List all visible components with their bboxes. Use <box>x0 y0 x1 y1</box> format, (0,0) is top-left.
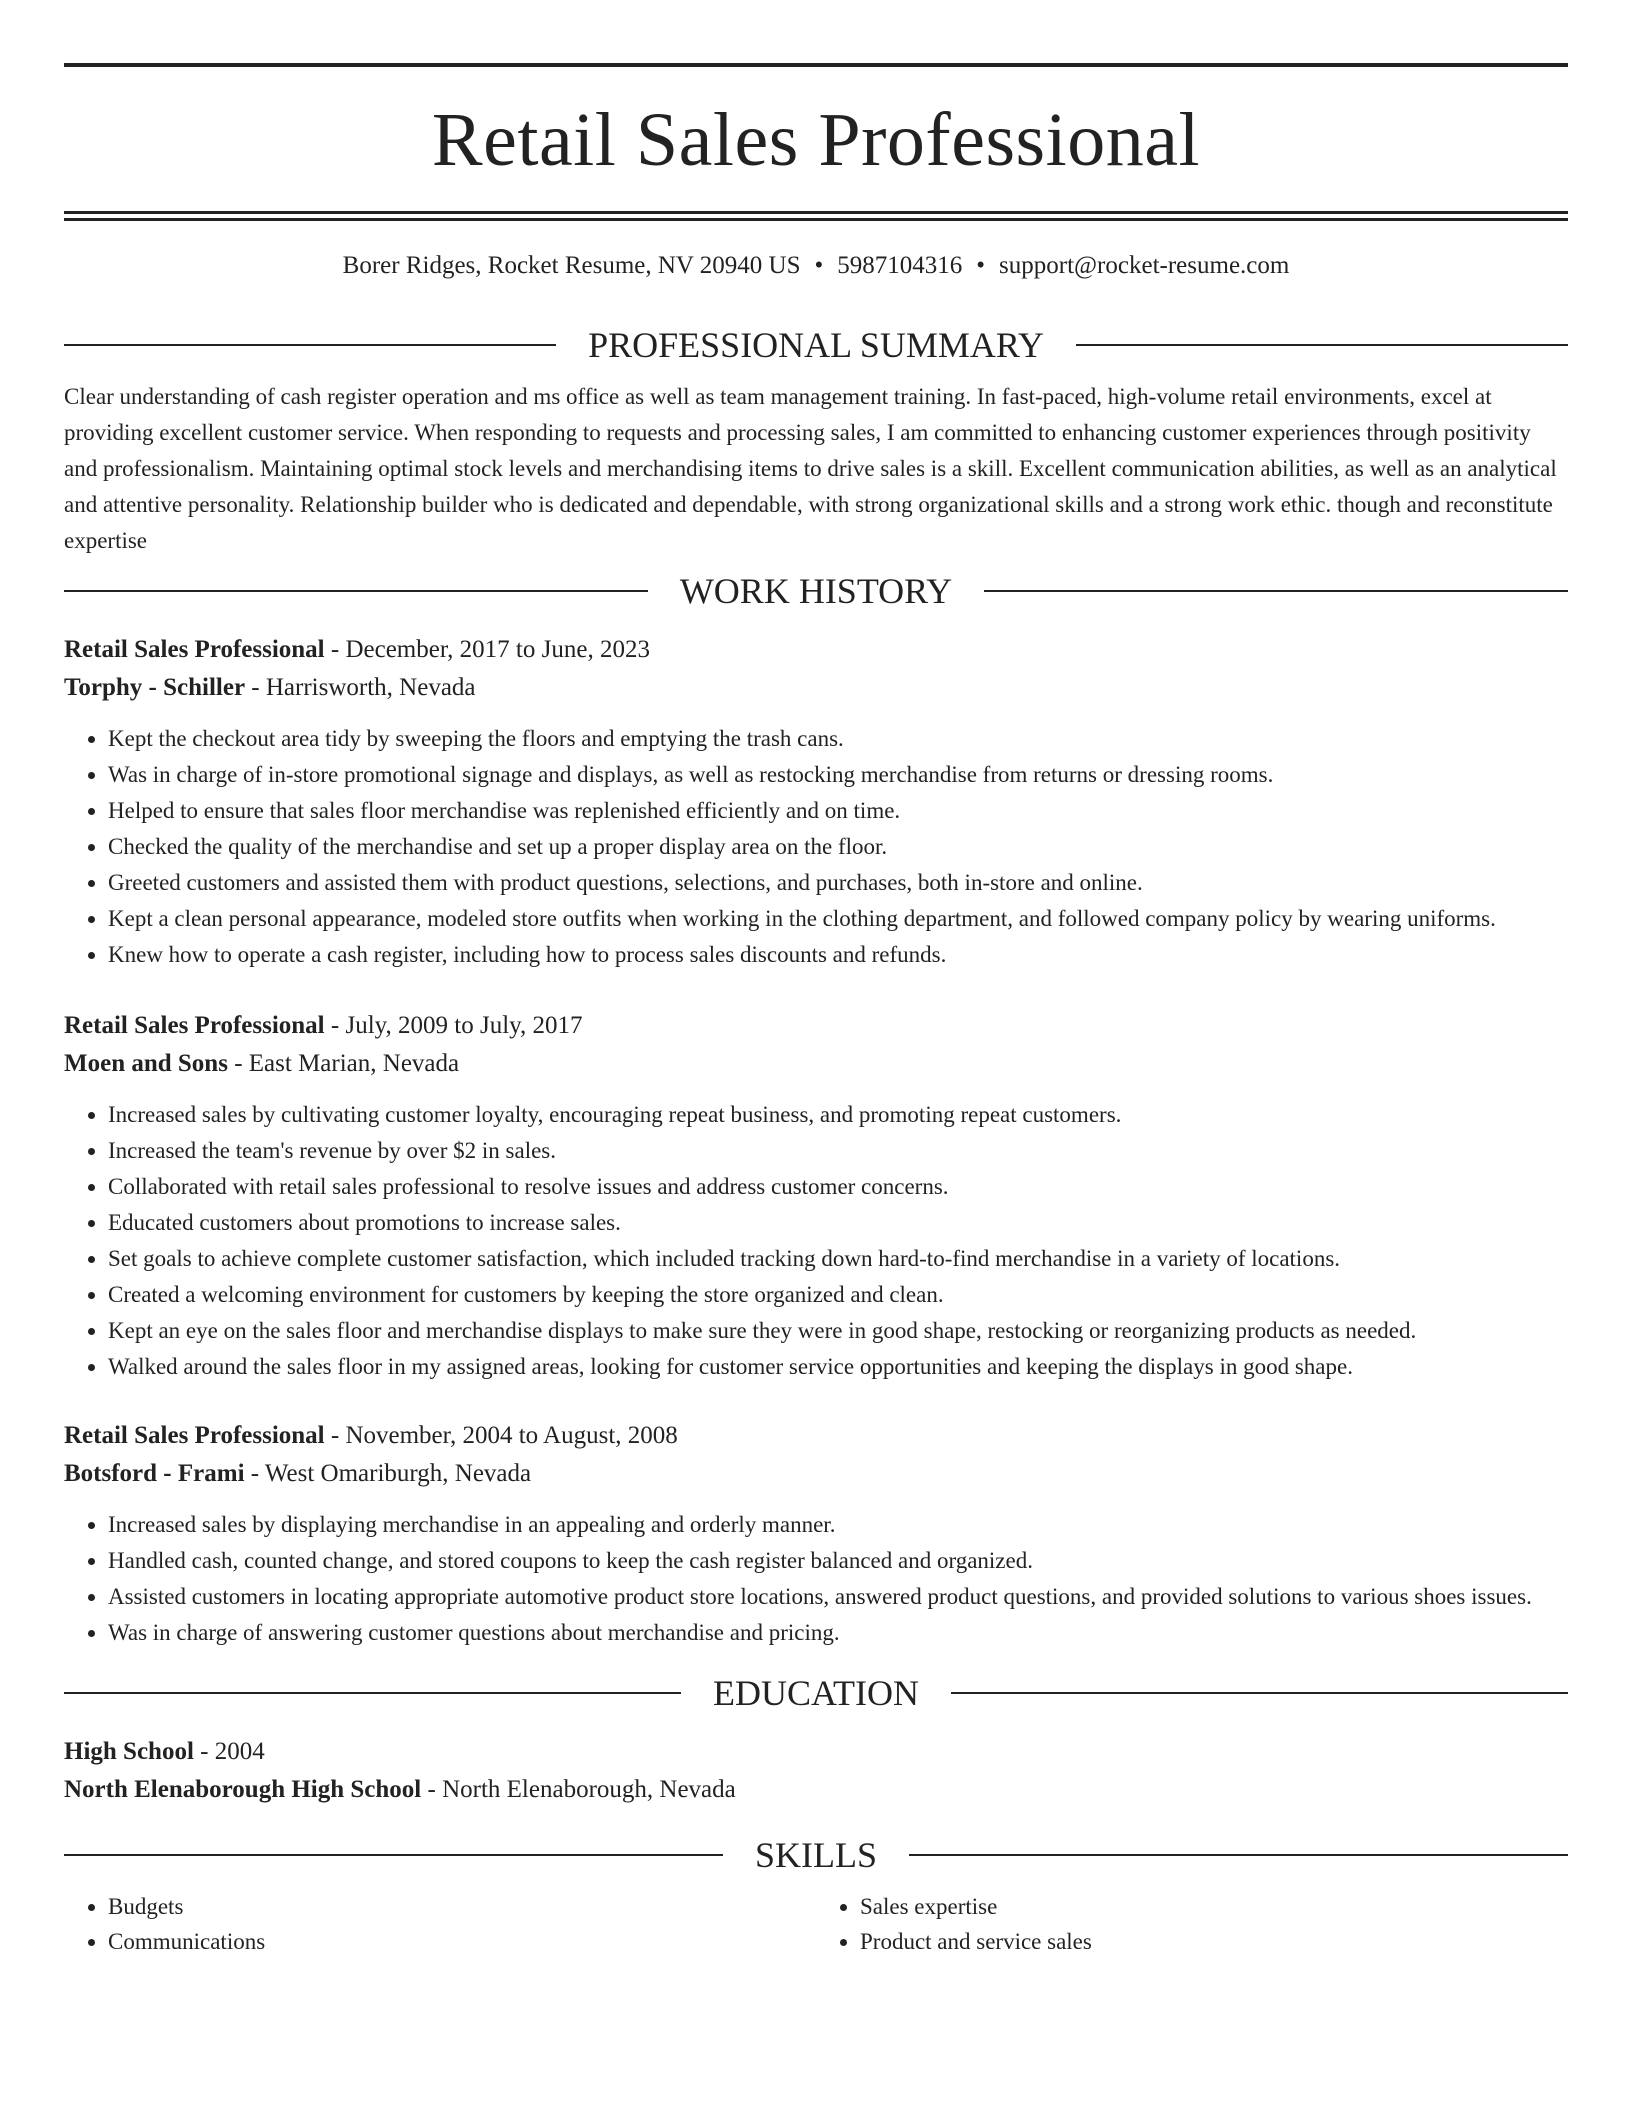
list-item: • Educated customers about promotions to increase sales. <box>108 1205 1568 1241</box>
education-school: North Elenaborough High School <box>64 1776 422 1803</box>
section-title: WORK HISTORY <box>679 571 953 611</box>
list-item: • Greeted customers and assisted them with product questions, selections, and purchases, both in-store and online. <box>108 865 1568 901</box>
section-rule-right <box>951 1692 1568 1694</box>
job-location: - Harrisworth, Nevada <box>245 674 476 701</box>
job-title: Retail Sales Professional <box>64 636 325 663</box>
job-bullets <box>64 1097 1568 1385</box>
job-company-line <box>64 1045 1568 1083</box>
summary-text: Clear understanding of cash register operation and ms office as well as team management training. In fast-paced, high-volume retail environments, excel at providing excellent customer service. When responding to requests and processing sales, I am committed to enhancing customer experiences through positivity and professionalism. Maintaining optimal stock levels and merchandising items to drive sales is a skill. Excellent communication abilities, as well as an analytical and attentive personality. Relationship builder who is dedicated and dependable, with strong organizational skills and a strong work ethic. though and reconstitute expertise <box>64 384 1557 553</box>
section-rule-left <box>64 344 556 346</box>
list-item: • Created a welcoming environment for customers by keeping the store organized and clean. <box>108 1277 1568 1313</box>
contact-separator: • <box>814 252 824 279</box>
education-school-line <box>64 1771 1568 1809</box>
resume-page <box>64 0 1568 1959</box>
list-item: • Walked around the sales floor in my assigned areas, looking for customer service opportunities and keeping the displays in good shape. <box>108 1349 1568 1385</box>
job-company: Moen and Sons <box>64 1050 228 1077</box>
job-company-line <box>64 669 1568 707</box>
job-entry <box>64 1007 1568 1385</box>
list-item: • Increased the team's revenue by over $2 in sales. <box>108 1133 1568 1169</box>
list-item: • Kept an eye on the sales floor and merchandise displays to make sure they were in good shape, restocking or reorganizing products as needed. <box>108 1313 1568 1349</box>
job-dates: - November, 2004 to August, 2008 <box>324 1422 678 1449</box>
section-header-summary <box>64 325 1568 365</box>
job-entry <box>64 631 1568 973</box>
list-item: • Increased sales by cultivating customer loyalty, encouraging repeat business, and promoting repeat customers. <box>108 1097 1568 1133</box>
contact-line <box>64 249 1568 283</box>
list-item: • Knew how to operate a cash register, including how to process sales discounts and refunds. <box>108 937 1568 973</box>
contact-separator: • <box>976 252 986 279</box>
job-bullets <box>64 721 1568 973</box>
section-rule-right <box>1076 344 1568 346</box>
resume-name: Retail Sales Professional <box>431 98 1201 182</box>
contact-phone: 5987104316 <box>837 252 963 279</box>
skills-list <box>64 1889 1568 1959</box>
section-header-education <box>64 1673 1568 1713</box>
education-location: - North Elenaborough, Nevada <box>421 1776 736 1803</box>
section-rule-left <box>64 1854 723 1856</box>
section-title: PROFESSIONAL SUMMARY <box>588 325 1044 365</box>
list-item: • Increased sales by displaying merchandise in an appealing and orderly manner. <box>108 1507 1568 1543</box>
job-location: - West Omariburgh, Nevada <box>244 1460 532 1487</box>
list-item: • Assisted customers in locating appropriate automotive product store locations, answered product questions, and provided solutions to various shoes issues. <box>108 1579 1568 1615</box>
job-title-line <box>64 1417 1568 1455</box>
section-title: EDUCATION <box>713 1673 919 1713</box>
section-rule-right <box>909 1854 1568 1856</box>
section-title: SKILLS <box>755 1835 878 1875</box>
education-entry <box>64 1733 1568 1809</box>
job-bullets <box>64 1507 1568 1651</box>
list-item: • Kept a clean personal appearance, modeled store outfits when working in the clothing department, and followed company policy by wearing uniforms. <box>108 901 1568 937</box>
education-degree-line <box>64 1733 1568 1771</box>
section-rule-left <box>64 590 648 592</box>
list-item: • Communications <box>108 1924 816 1959</box>
contact-email[interactable]: support@rocket-resume.com <box>999 252 1290 279</box>
job-company: Botsford - Frami <box>64 1460 245 1487</box>
list-item: • Sales expertise <box>860 1889 1568 1924</box>
job-title-line <box>64 1007 1568 1045</box>
list-item: • Helped to ensure that sales floor merchandise was replenished efficiently and on time. <box>108 793 1568 829</box>
list-item: • Handled cash, counted change, and stored coupons to keep the cash register balanced and organized. <box>108 1543 1568 1579</box>
section-rule-right <box>984 590 1568 592</box>
job-company-line <box>64 1455 1568 1493</box>
top-divider <box>64 63 1568 67</box>
contact-address: Borer Ridges, Rocket Resume, NV 20940 US <box>342 252 801 279</box>
skills-column-right <box>816 1889 1568 1959</box>
list-item: • Product and service sales <box>860 1924 1568 1959</box>
job-company: Torphy - Schiller <box>64 674 246 701</box>
job-entry <box>64 1417 1568 1651</box>
list-item: • Collaborated with retail sales professional to resolve issues and address customer concerns. <box>108 1169 1568 1205</box>
list-item: • Kept the checkout area tidy by sweeping the floors and emptying the trash cans. <box>108 721 1568 757</box>
section-header-work <box>64 571 1568 611</box>
section-rule-left <box>64 1692 681 1694</box>
job-location: - East Marian, Nevada <box>227 1050 460 1077</box>
list-item: • Checked the quality of the merchandise and set up a proper display area on the floor. <box>108 829 1568 865</box>
education-year: - 2004 <box>193 1738 265 1765</box>
job-title: Retail Sales Professional <box>64 1422 325 1449</box>
job-title-line <box>64 631 1568 669</box>
job-title: Retail Sales Professional <box>64 1012 325 1039</box>
list-item: • Was in charge of answering customer questions about merchandise and pricing. <box>108 1615 1568 1651</box>
list-item: • Set goals to achieve complete customer satisfaction, which included tracking down hard-to-find merchandise in a variety of locations. <box>108 1241 1568 1277</box>
double-divider <box>64 211 1568 221</box>
skills-column-left <box>64 1889 816 1959</box>
list-item: • Budgets <box>108 1889 816 1924</box>
section-header-skills <box>64 1835 1568 1875</box>
education-degree: High School <box>64 1738 194 1765</box>
job-dates: - July, 2009 to July, 2017 <box>324 1012 583 1039</box>
list-item: • Was in charge of in-store promotional signage and displays, as well as restocking merchandise from returns or dressing rooms. <box>108 757 1568 793</box>
job-dates: - December, 2017 to June, 2023 <box>324 636 650 663</box>
